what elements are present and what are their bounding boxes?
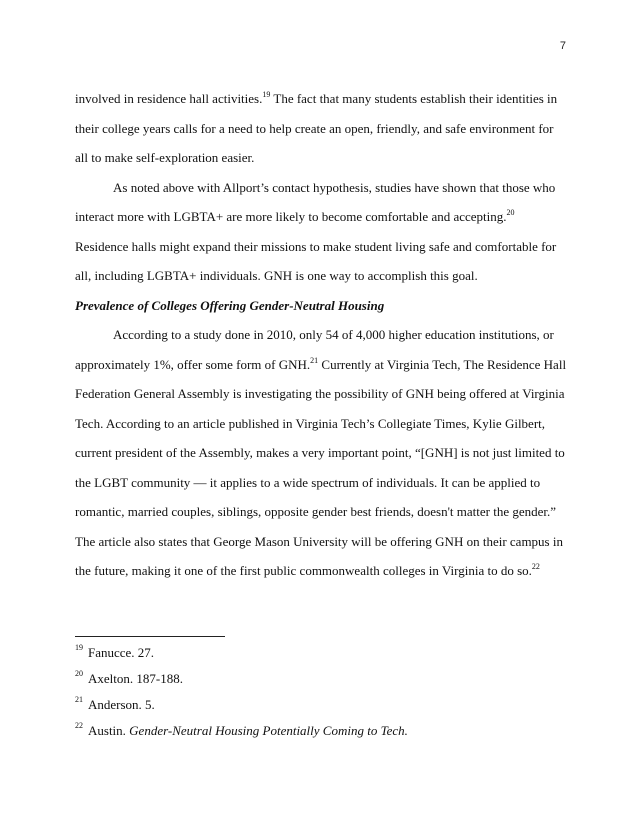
footnote-title: Gender-Neutral Housing Potentially Coming to Tech. [129, 723, 408, 738]
paragraph-3 [75, 320, 568, 586]
paragraph-2-text-cont: Residence halls might expand their missions to make student living safe and comfortable for all, including LGBTA+ individuals. GNH is one way to accomplish this goal. [75, 238, 557, 283]
footnote-number: 22 [75, 721, 83, 730]
section-heading: Prevalence of Colleges Offering Gender-Neutral Housing [75, 297, 385, 313]
footnote-text: Axelton. 187-188. [88, 671, 183, 686]
paragraph-2 [75, 173, 568, 291]
paragraph-3-text-cont: Currently at Virginia Tech, The Residence Hall Federation General Assembly is investigating the possibility of GNH being offered at Virginia Tech. According to an article published in Virginia Tech’s Collegiate Times, Kylie Gilbert, current president of the Assembly, makes a very important point, “[GNH] is not just limited to the LGBT community — it applies to a wide spectrum of individuals. It can be applied to romantic, married couples, siblings, opposite gender best friends, doesn't matter the gender.” The article also states that George Mason University will be offering GNH on their campus in the future, making it one of the first public commonwealth colleges in Virginia to do so. [75, 356, 567, 578]
footnote-ref-20: 20 [506, 208, 515, 217]
paragraph-3-text: According to a study done in 2010, only 54 of 4,000 higher education institutions, or approximately 1%, offer some form of GNH. [75, 327, 554, 372]
footnotes [75, 640, 568, 744]
footnote-20 [75, 666, 568, 692]
footnote-number: 21 [75, 695, 83, 704]
body-text [75, 84, 568, 586]
footnote-text: Anderson. 5. [88, 697, 155, 712]
paragraph-2-text: As noted above with Allport’s contact hypothesis, studies have shown that those who interact more with LGBTA+ are more likely to become comfortable and accepting. [75, 179, 556, 224]
paragraph-1 [75, 84, 568, 173]
footnote-19 [75, 640, 568, 666]
paragraph-1-text: involved in residence hall activities. [75, 91, 263, 106]
paragraph-1-text-cont: The fact that many students establish their identities in their college years calls for a need to help create an open, friendly, and safe environment for all to make self-exploration easier. [75, 91, 558, 165]
footnote-text: Austin. [88, 723, 130, 738]
footnote-divider [75, 636, 225, 637]
footnote-number: 19 [75, 643, 83, 652]
footnote-21 [75, 692, 568, 718]
footnote-ref-21: 21 [310, 355, 319, 365]
page-number: 7 [559, 40, 566, 52]
footnote-22 [75, 718, 568, 744]
footnote-ref-19: 19 [262, 90, 271, 99]
footnote-ref-22: 22 [531, 562, 540, 571]
footnote-number: 20 [75, 669, 83, 678]
footnote-text: Fanucce. 27. [88, 645, 155, 660]
